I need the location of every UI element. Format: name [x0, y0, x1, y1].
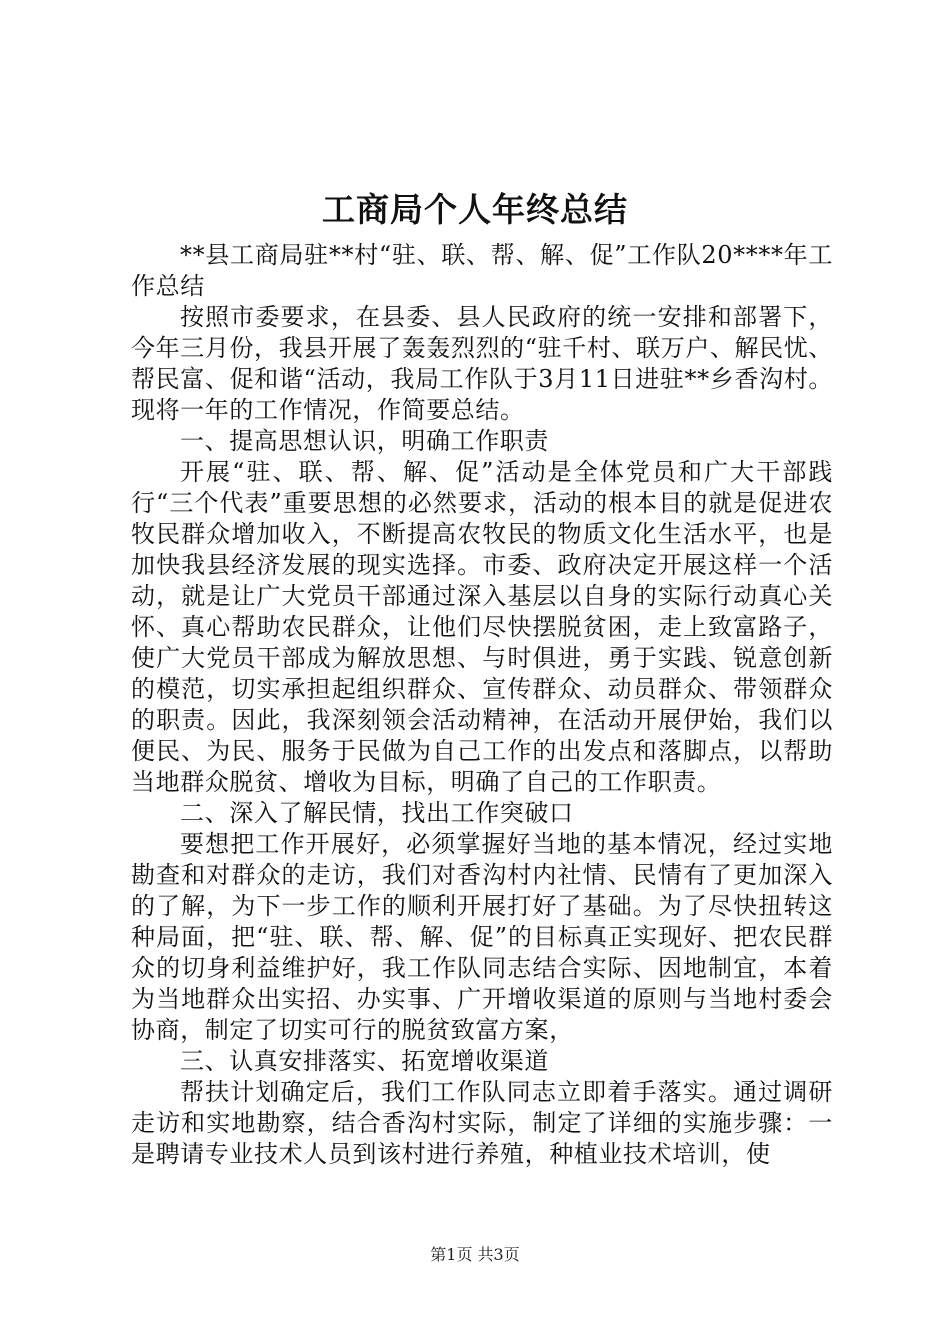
section-heading: 二、深入了解民情，找出工作突破口 [180, 799, 574, 827]
document-title: 工商局个人年终总结 [322, 190, 628, 229]
body-paragraph: **县工商局驻**村“驻、联、帮、解、促”工作队20****年工作总结 [131, 241, 833, 300]
document-body [131, 240, 833, 1170]
body-paragraph: 开展“驻、联、帮、解、促”活动是全体党员和广大干部践行“三个代表”重要思想的必然要求，活动的根本目的就是促进农牧民群众增加收入，不断提高农牧民的物质文化生活水平，也是加快我县经济发展的现实选择。市委、政府决定开展这样一个活动，就是让广大党员干部通过深入基层以自身的实际行动真心关怀、真心帮助农民群众，让他们尽快摆脱贫困，走上致富路子，使广大党员干部成为解放思想、与时俱进，勇于实践、锐意创新的模范，切实承担起组织群众、宣传群众、动员群众、带领群众的职责。因此，我深刻领会活动精神，在活动开展伊始，我们以便民、为民、服务于民做为自己工作的出发点和落脚点，以帮助当地群众脱贫、增收为目标，明确了自己的工作职责。 [131, 458, 833, 796]
section-heading: 三、认真安排落实、拓宽增收渠道 [180, 1047, 549, 1075]
body-paragraph: 要想把工作开展好，必须掌握好当地的基本情况，经过实地勘查和对群众的走访，我们对香沟村内社情、民情有了更加深入的了解，为下一步工作的顺利开展打好了基础。为了尽快扭转这种局面，把“驻、联、帮、解、促”的目标真正实现好、把农民群众的切身利益维护好，我工作队同志结合实际、因地制宜，本着为当地群众出实招、办实事、广开增收渠道的原则与当地村委会协商，制定了切实可行的脱贫致富方案， [131, 830, 833, 1044]
section-heading: 一、提高思想认识，明确工作职责 [180, 427, 549, 455]
page-footer: 第1页 共3页 [430, 1245, 520, 1264]
body-paragraph: 帮扶计划确定后，我们工作队同志立即着手落实。通过调研走访和实地勘察，结合香沟村实际，制定了详细的实施步骤：一是聘请专业技术人员到该村进行养殖，种植业技术培训，使 [131, 1078, 833, 1168]
body-paragraph: 按照市委要求，在县委、县人民政府的统一安排和部署下，今年三月份，我县开展了轰轰烈烈的“驻千村、联万户、解民忧、帮民富、促和谐“活动，我局工作队于3月11日进驻**乡香沟村。现将一年的工作情况，作简要总结。 [131, 303, 833, 424]
